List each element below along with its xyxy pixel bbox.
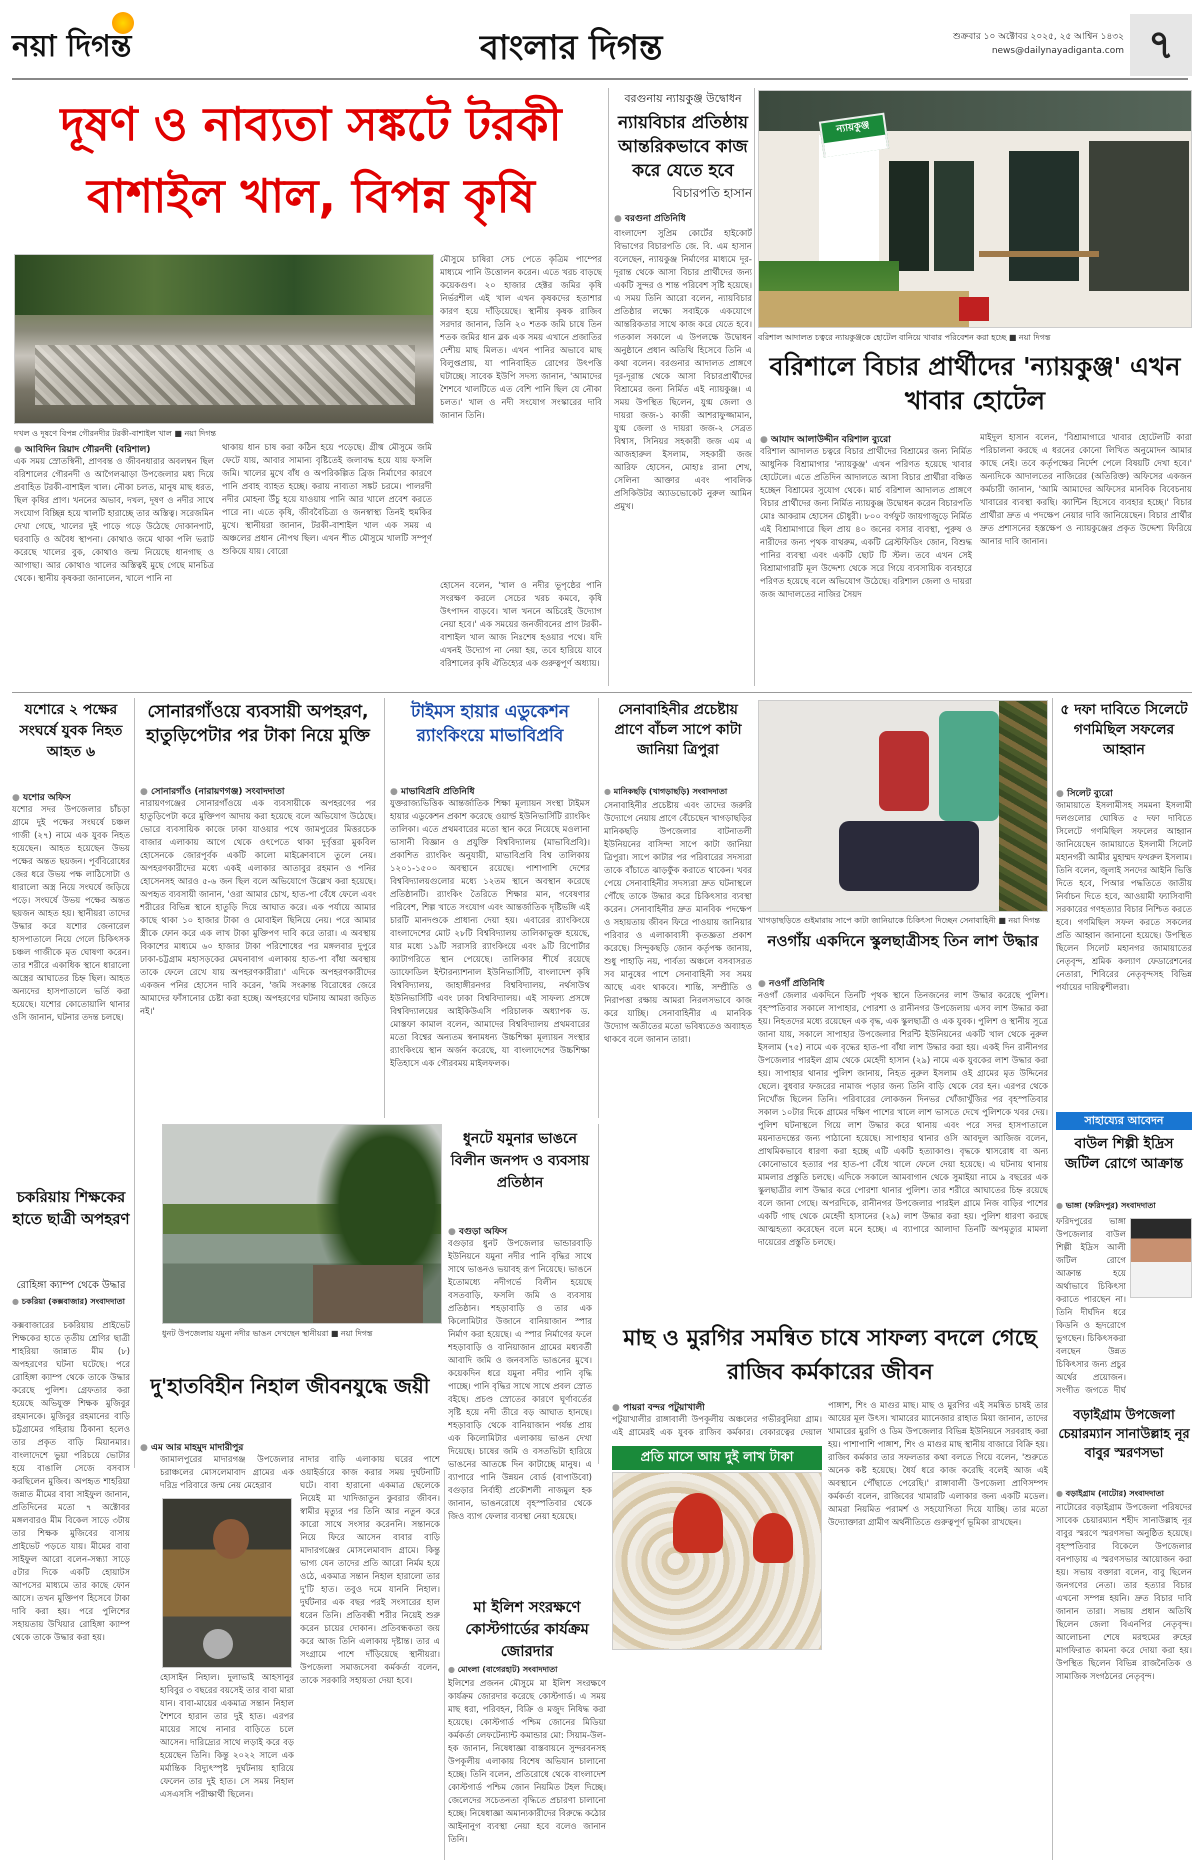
- coastguard-headline[interactable]: মা ইলিশ সংরক্ষণে কোস্টগার্ডের কার্যক্রম জোরদার: [465, 1598, 589, 1660]
- dhunat-photo-caption: ধুনট উপজেলায় যমুনা নদীর ভাঙন দেখছেন স্থানীয়রা ■ নয়া দিগন্ত: [162, 1329, 373, 1338]
- sonargaon-body: নারায়ণগঞ্জের সোনারগাঁওয়ে এক ব্যবসায়ীকে অপহরণের পর হাতুড়িপেটা করে মুক্তিপণ আদায় করা হয়েছে বলে অভিযোগ উঠেছে। ভোরে ব্যবসায়িক কাজে ঢাকা যাওয়ার পথে জামপুরের মিত্তরচেক বাজার এলাকায় আগে থেকে ওৎপেতে থাকা দুর্বৃত্তরা মুকবিল হোসেনকে জোরপূর্বক একটি কালো মাইক্রোবাসে তুলে নেয়। অপহরণকারীদের মধ্যে একই এলাকার আতাবুর রহমান ও পনির হোসেনসহ আরও ৫-৬ জন ছিল বলে অভিযোগে উল্লেখ করা হয়েছে। অপহৃত ব্যবসায়ী জানান, 'ওরা আমার চোখ, হাত-পা বেঁধে ফেলে এবং শরীরের বিভিন্ন স্থানে হাতুড়ি দিয়ে আঘাত করে। এক পর্যায়ে আমার কাছে থাকা ১০ হাজার টাকা ও মোবাইল ছিনিয়ে নেয়। পরে আমার স্ত্রীকে ফোন করে এক লাখ টাকা মুক্তিপণ দাবি করে তারা। এ অবস্থায় বিকাশের মাধ্যমে ৬০ হাজার টাকা পরিশোধের পর মঙ্গলবার দুপুরে ঢাকা-চট্টগ্রাম মহাসড়কের মেঘনাবাগ এলাকায় হাত-পা বাঁধা অবস্থায় তাকে ফেলে রেখে যায় অপহরণকারীরা।' এদিকে অপহরণকারীদের একজন পনির হোসেন দাবি করেন, 'জমি সংক্রান্ত বিরোধের জেরে আমাদের ফাঁসানোর চেষ্টা করা হচ্ছে। অপহরণের ঘটনায় আমরা জড়িত নই।': [140, 799, 376, 1017]
- column-divider: [1052, 1322, 1053, 1860]
- column-divider: [384, 698, 385, 1118]
- column-divider: [598, 698, 599, 1118]
- rajib-body-col2: পাঙ্গাশ, শিং ও মাগুর মাছ। মাছ ও মুরগির এই সমন্বিত চাষই তার আয়ের মূল উৎস। খামারের ম্যানেজার রাহাত মিয়া জানান, তাদের খামারের মুরগি ও ডিম উপজেলার বিভিন্ন ইউনিয়নে সরবরাহ করা হয়। পাশাপাশি পাঙ্গাশ, শিং ও মাগুর মাছ স্থানীয় বাজারে বিক্রি হয়। রাজিব কর্মকার তার সফলতার কথা বলতে গিয়ে বলেন, 'শুরুতে অনেক কষ্ট হয়েছে। ধৈর্য ধরে কাজ করেছি বলেই আজ এই অবস্থানে পৌঁছাতে পেরেছি।' রাঙ্গাবালী উপজেলা প্রাণিসম্পদ কর্মকর্তা বলেন, রাজিবের খামারটি এলাকার জন্য একটি মডেল। আমরা নিয়মিত পরামর্শ ও সহযোগিতা দিয়ে যাচ্ছি। তার মতো উদ্যোক্তারা গ্রামীণ অর্থনীতিতে গুরুত্বপূর্ণ ভূমিকা রাখছেন।: [828, 1401, 1048, 1528]
- chakaria-body: কক্সবাজারের চকরিয়ায় প্রাইভেট শিক্ষকের হাতে তৃতীয় শ্রেণির ছাত্রী শাহরিয়া জান্নাত মীম (৮) অপহরণের ঘটনা ঘটেছে। পরে রোহিঙ্গা ক্যাম্প থেকে তাকে উদ্ধার করেছে পুলিশ। গ্রেফতার করা হয়েছে অভিযুক্ত শিক্ষক মুজিবুর রহমানকে। মুজিবুর রহমানের বাড়ি চট্টগ্রামের গহিরায় ঠিকানা হলেও তার প্রকৃত বাড়ি মিয়ানমার। বাংলাদেশে ভুয়া পরিচয়ে ভোটার হয়ে বাঙালি সেজে বসবাস করছিলেন মুজিব। অপহৃত শাহরিয়া জন্নাত মীমের বাবা সাইফুল জানান, প্রতিদিনের মতো ৭ অক্টোবর মঙ্গলবারও মীম বিকেল সাড়ে ৩টায় তার শিক্ষক মুজিবের বাসায় প্রাইভেট পড়তে যায়। মীমের বাবা সাইফুল আরো বলেন-সন্ধ্যা সাড়ে ৫টার দিকে একটি হোয়াটস আপসের মাধ্যমে তার কাছে ফোন আসে। তখন মুক্তিপণ হিসেবে টাকা দাবি করা হয়। পরে পুলিশের সহায়তায় উখিয়ার রোহিঙ্গা ক্যাম্প থেকে তাকে উদ্ধার করা হয়।: [12, 1321, 130, 1643]
- column-divider: [444, 1470, 445, 1860]
- rajib-body-col1: পটুয়াখালীর রাঙ্গাবালী উপকূলীয় অঞ্চলের গভীরবুনিয়া গ্রাম। এই গ্রামেরই এক যুবক রাজিব কর্মকার। বেকারত্বের দেয়াল: [612, 1415, 822, 1438]
- barguna-article: [614, 90, 752, 668]
- tripura-byline: ● মানিকছড়ি (খাগড়াছড়ি) সংবাদদাতা: [604, 786, 752, 799]
- chakaria-byline: ● চকরিয়া (কক্সবাজার) সংবাদদাতা: [12, 1296, 130, 1309]
- barisal-body-col1: বরিশাল আদালত চত্বরে বিচার প্রার্থীদের বিশ্রামের জন্য নির্মিত আধুনিক বিশ্রামাগার 'ন্যায়কুঞ্জ' এখন পরিণত হয়েছে খাবার হোটেলে। এতে প্রতিদিন আদালতে আসা বিচার প্রার্থীরা বঞ্চিত হচ্ছেন বিশ্রামের সুযোগ থেকে। মার্চ বরিশাল আদালত প্রাঙ্গণে বিচার প্রার্থীদের জন্য নির্মিত ন্যায়কুঞ্জ উদ্বোধন করেন বিচারপতি মোঃ আকরাম হোসেন চৌধুরী। ৮০০ বর্গফুট জায়গাজুড়ে নির্মিত এই বিশ্রামাগারে ছিল প্রায় ৪০ জনের বসার ব্যবস্থা, পুরুষ ও নারীদের জন্য পৃথক বাথরুম, একটি ব্রেস্টফিডিং জোন, বিশুদ্ধ পানির ব্যবস্থা এবং একটি ছোট টি স্টল। তবে এখন সেই বিশ্রামাগারটি মূল উদ্দেশ্য থেকে সরে গিয়ে ব্যবসায়িক ব্যবহারে পরিণত হয়েছে বলে অভিযোগ উঠেছে। বরিশাল জেলা ও দায়রা জজ আদালতের নাজির সৈয়দ: [760, 447, 972, 600]
- rajib-poultry-farm-photo: [612, 1472, 822, 1650]
- tripura-body: সেনাবাহিনীর প্রচেষ্টায় এবং তাদের জরুরি উদ্যোগে নেয়ায় প্রাণে বেঁচেছেন খাগড়াছড়ির মানিকছড়ি উপজেলার বাটনাতলী ইউনিয়নের বাসিন্দা সাপে কাটা জানিয়া ত্রিপুরা। সাপে কাটার পর পরিবারের সদস্যরা তাকে বাঁচাতে ঝাড়ফুঁক করাতে থাকেন। খবর পেয়ে সেনাবাহিনীর সদস্যরা দ্রুত ঘটনাস্থলে পৌঁছে তাকে উদ্ধার করে চিকিৎসার ব্যবস্থা করেন। সেনাবাহিনীর দ্রুত মানবিক পদক্ষেপ ও সহায়তায় জীবন ফিরে পাওয়ায় জানিয়ার পরিবার ও এলাকাবাসী কৃতজ্ঞতা প্রকাশ করেছে। সিন্দুকছড়ি জোন কর্তৃপক্ষ জানায়, শুধু পাহাড়ি নয়, পার্বত্য অঞ্চলে বসবাসরত সব মানুষের পাশে সেনাবাহিনী সব সময় আছে এবং থাকবে। শান্তি, সম্প্রীতি ও নিরাপত্তা রক্ষায় আমরা নিরলসভাবে কাজ করে যাচ্ছি। সেনাবাহিনীর এ মানবিক উদ্যোগ অতীতের মতো ভবিষ্যতেও অব্যাহত থাকবে বলে জানান তারা।: [604, 801, 752, 1045]
- jessore-headline[interactable]: যশোরে ২ পক্ষের সংঘর্ষে যুবক নিহত আহত ৬: [19, 702, 123, 760]
- barguna-byline: ● বরগুনা প্রতিনিধি: [614, 211, 752, 226]
- rajib-body-col1b: [612, 1654, 822, 1860]
- lead-body-col1: এক সময় স্রোতস্বিনী, প্রাণবন্ত ও জীবনধারার অবলম্বন ছিল বরিশালের গৌরনদী ও আগৈলঝাড়া উপজেলার মধ্য দিয়ে প্রবাহিত টরকী-বাশাইল খাল। নৌকা চলত, মানুষ মাছ ধরত, ছিল কৃষির প্রাণ। খননের অভাব, দখল, দূষণ ও নদীর সাথে সংযোগ বিচ্ছিন্ন হয়ে খালটি হারাচ্ছে তার অস্তিত্ব। সরেজমিন দেখা গেছে, খালের দুই পাড়ে গড়ে উঠেছে দোকানপাট, ঘরবাড়ি ও অবৈধ স্থাপনা। কোথাও জমে থাকা পলি ভরাট করেছে খালের বুক, কোথাও জন্ম নিয়েছে ধানগাছ ও আগাছা। আর কোথাও খালের অস্তিত্বই মুছে গেছে মানচিত্র থেকে। স্থানীয় কৃষকরা জানালেন, খালে পানি না: [14, 457, 214, 584]
- chakaria-subhead: রোহিঙ্গা ক্যাম্প থেকে উদ্ধার: [16, 1280, 126, 1291]
- coastguard-byline: ● মোংলা (বাগেরহাট) সংবাদদাতা: [448, 1664, 606, 1677]
- column-divider: [754, 88, 755, 686]
- section-divider: [12, 692, 1192, 693]
- nihal-body-col1: জামালপুরের মাদারগঞ্জ উপজেলার চরাঞ্চলের মোসলেমাবাদ গ্রামের এক দরিদ্র পরিবারে জন্ম নেয় মেহেরাব: [160, 1455, 294, 1491]
- column-divider: [1052, 698, 1053, 1318]
- dhunat-byline: ● বগুড়া অফিস: [448, 1224, 592, 1239]
- nihal-tea-stall-photo: [162, 1498, 292, 1668]
- sonargaon-headline[interactable]: সোনারগাঁওয়ে ব্যবসায়ী অপহরণ, হাতুড়িপেটার পর টাকা নিয়ে মুক্তি: [146, 702, 370, 746]
- times-ranking-body: যুক্তরাজ্যভিত্তিক আন্তর্জাতিক শিক্ষা মূল্যায়ন সংস্থা টাইমস হায়ার এডুকেশন প্রকাশ করেছে ওয়ার্ল্ড ইউনিভার্সিটি র‌্যাংকিং তালিকা। এতে প্রথমবারের মতো স্থান করে নিয়েছে মওলানা ভাসানী বিজ্ঞান ও প্রযুক্তি বিশ্ববিদ্যালয় (মাভাবিপ্রবি)। প্রকাশিত র‌্যাংকিং অনুযায়ী, মাভাবিপ্রবি বিশ্ব তালিকায় ১২০১-১৫০০ অবস্থানে রয়েছে। পাশাপাশি দেশের বিশ্ববিদ্যালয়গুলোর মধ্যে ১২তম স্থানে অবস্থান করেছে প্রতিষ্ঠানটি। র‌্যাংকিং তৈরিতে শিক্ষার মান, গবেষণার পরিবেশ, শিল্প খাতে সংযোগ এবং আন্তর্জাতিক দৃষ্টিভঙ্গি এই চারটি মানদণ্ডকে প্রাধান্য দেয়া হয়। এবারের র‌্যাংকিংয়ে বাংলাদেশের মোট ২৮টি বিশ্ববিদ্যালয় তালিকাভুক্ত হয়েছে, যার মধ্যে ১৯টি সরাসরি র‌্যাংকিংয়ে এবং ৯টি রিপোর্টার ক্যাটাগরিতে স্থান পেয়েছে। তালিকার শীর্ষে রয়েছে ড্যাফোডিল ইন্টারন্যাশনাল ইউনিভার্সিটি, বাংলাদেশ কৃষি বিশ্ববিদ্যালয়, জাহাঙ্গীরনগর বিশ্ববিদ্যালয়, নর্থসাউথ ইউনিভার্সিটি এবং ঢাকা বিশ্ববিদ্যালয়। এই সাফল্য প্রসঙ্গে বিশ্ববিদ্যালয়ের আইকিউএসি পরিচালক অধ্যাপক ড. মোস্তফা কামাল বলেন, আমাদের বিশ্ববিদ্যালয় প্রথমবারের মতো বিশ্বের অন্যতম স্বনামধন্য উচ্চশিক্ষা মূল্যায়ন সংস্থার র‌্যাংকিংয়ে স্থান অর্জন করেছে, যা বাংলাদেশের উচ্চশিক্ষা ইতিহাসে এক গৌরবময় মাইলফলক।: [390, 799, 590, 1069]
- rajib-income-banner: প্রতি মাসে আয় দুই লাখ টাকা: [612, 1446, 822, 1470]
- tripura-photo-caption: খাগড়াছড়িতে গুইমারায় সাপে কাটা জানিয়াকে চিকিৎসা দিচ্ছেন সেনাবাহিনী ■ নয়া দিগন্ত: [758, 916, 1041, 925]
- jessore-byline: ● যশোর অফিস: [12, 790, 130, 805]
- lead-byline: ● আবিদিন রিয়াদ গৌরনদী (বরিশাল): [14, 442, 224, 457]
- jessore-body: যশোর সদর উপজেলার চাঁচড়া গ্রামে দুই পক্ষের সংঘর্ষে চঞ্চল গাজী (২৭) নামে এক যুবক নিহত হয়েছেন। আহত হয়েছেন উভয় পক্ষের অন্তত ছয়জন। পূর্ববিরোধের জের ধরে উভয় পক্ষ লাঠিসোটা ও ধারালো অস্ত্র নিয়ে সংঘর্ষে জড়িয়ে পড়ে। সংঘর্ষে উভয় পক্ষের অন্তত ছয়জন আহত হয়। স্থানীয়রা তাদের উদ্ধার করে যশোর জেনারেল হাসপাতালে নিয়ে গেলে চিকিৎসক চঞ্চল গাজীকে মৃত ঘোষণা করেন। তার শরীরে একাধিক স্থানে ধারালো অস্ত্রের আঘাতের চিহ্ন ছিল। আহত অন্যদের হাসপাতালে ভর্তি করা হয়েছে। যশোর কোতোয়ালি থানার ওসি জানান, ঘটনার তদন্ত চলছে।: [12, 805, 130, 1023]
- nyaykunja-hotel-photo: [758, 90, 1192, 328]
- appeal-byline: ● ভাঙ্গা (ফরিদপুর) সংবাদদাতা: [1056, 1200, 1192, 1213]
- appeal-body: ফরিদপুরের ভাঙ্গা উপজেলার বাউল শিল্পী ইদ্রিস আলী জটিল রোগে আক্রান্ত হয়ে অর্থাভাবে চিকিৎসা করাতে পারছেন না। তিনি দীর্ঘদিন ধরে কিডনি ও হৃদরোগে ভুগছেন। চিকিৎসকরা বলছেন উন্নত চিকিৎসার জন্য প্রচুর অর্থের প্রয়োজন। সংগীত জগতে দীর্ঘ: [1056, 1217, 1126, 1396]
- barguna-subhead: বিচারপতি হাসান: [672, 186, 752, 200]
- column-divider: [598, 1124, 599, 1464]
- sonargaon-byline: ● সোনারগাঁও (নারায়ণগঞ্জ) সংবাদদাতা: [140, 784, 376, 799]
- page-number: ৭: [1130, 14, 1192, 76]
- column-divider: [134, 698, 135, 1468]
- nyaykunja-photo-caption: বরিশাল আদালত চত্বরে ন্যায়কুঞ্জকে হোটেল বানিয়ে খাবার পরিবেশন করা হচ্ছে ■ নয়া দিগন্ত: [758, 333, 1051, 342]
- barisal-body-col2: মাইদুল হাসান বলেন, 'বিশ্রামাগারে খাবার হোটেলটি কারা পরিচালনা করছে এ ধরনের কোনো লিখিত অনুমোদন আমার কাছে নেই। তবে কর্তৃপক্ষের নির্দেশ পেলে বিষয়টি দেখা হবে।' অন্যদিকে আদালতের নাজিরের (অতিরিক্ত) অফিসের একজন কর্মচারী জানান, 'আমি আমাদের অফিসের মানবিক বিবেচনায় খাবারের ব্যবস্থা করছি। ক্যান্টিন হিসেবে ব্যবহার হচ্ছে।' বিচার প্রার্থীরা দ্রুত এ পদক্ষেপ নেয়ার দাবি জানিয়েছেন। বিচার প্রার্থীর দ্রুত প্রশাসনের হস্তক্ষেপ ও ন্যায়কুঞ্জের প্রকৃত উদ্দেশ্য ফিরিয়ে আনার দাবি জানান।: [980, 433, 1192, 547]
- dhunat-headline[interactable]: ধুনটে যমুনার ভাঙনে বিলীন জনপদ ও ব্যবসায় প্রতিষ্ঠান: [450, 1131, 590, 1191]
- barisal-byline: ● আযাদ আলাউদ্দীন বরিশাল ব্যুরো: [760, 432, 972, 447]
- logo-text: নয়া দিগন্ত: [12, 29, 132, 64]
- tripura-treatment-photo: [758, 700, 1048, 912]
- newspaper-logo[interactable]: [12, 22, 131, 73]
- lead-headline[interactable]: দূষণ ও নাব্যতা সঙ্কটে টরকী বাশাইল খাল, বিপন্ন কৃষি: [60, 97, 562, 223]
- tripura-headline[interactable]: সেনাবাহিনীর প্রচেষ্টায় প্রাণে বাঁচল সাপে কাটা জানিয়া ত্রিপুরা: [614, 702, 742, 758]
- times-ranking-headline[interactable]: টাইমস হায়ার এডুকেশন র‌্যাংকিংয়ে মাভাবিপ্রবি: [410, 702, 570, 746]
- lead-photo-polluted-canal: [14, 254, 434, 424]
- chakaria-headline[interactable]: চকরিয়ায় শিক্ষকের হাতে ছাত্রী অপহরণ: [12, 1188, 130, 1228]
- lead-body-col2: থাকায় ধান চাষ করা কঠিন হয়ে পড়েছে। গ্রীষ্ম মৌসুমে জমি ফেটে যায়, আবার সামান্য বৃষ্টিতেই জলাবদ্ধ হয়ে যায় ফসলি জমি। খালের মুখে বাঁধ ও অপরিকল্পিত ব্রিজ নির্মাণের কারণে পানি প্রবাহ ব্যাহত হচ্ছে। করায় নাব্যতা সঙ্কট চরমে। পালরদী নদীর মোহনা উঁচু হয়ে যাওয়ায় পানি আর খালে প্রবেশ করতে পারে না। এতে কৃষি, জীববৈচিত্র্য ও জনস্বাস্থ্য তিনই হুমকির মুখে। স্থানীয়রা জানান, টরকী-বাশাইল খাল এক সময় এ অঞ্চলের প্রধান নৌপথ ছিল। এখন শীত মৌসুমে খালটি সম্পূর্ণ শুকিয়ে যায়। বোরো: [222, 443, 432, 557]
- masthead: [0, 0, 1200, 80]
- dhunat-body: বগুড়ার ধুনট উপজেলার ভান্ডারবাড়ি ইউনিয়নে যমুনা নদীর পানি বৃদ্ধির সাথে সাথে ভাঙনও ভয়াবহ রূপ নিয়েছে। ভাঙনে ইতোমধ্যে নদীগর্ভে বিলীন হয়েছে বসতবাড়ি, ফসলি জমি ও ব্যবসায় প্রতিষ্ঠান। শহড়াবাড়ি ও তার এক কিলোমিটার উজানে বানিয়াজান স্পার নির্মাণ করা হয়েছে। এ স্পার নির্মাণের ফলে শহড়াবাড়ি ও বানিয়াজান গ্রামের মধ্যবর্তী আবাদি জমি ও জনবসতি ভাঙনের মুখে। কয়েকদিন ধরে যমুনা নদীর পানি বৃদ্ধি পাচ্ছে। পানি বৃদ্ধির সাথে সাথে প্রবল স্রোত বইছে। প্রচণ্ড স্রোতের কারণে ঘূর্ণাবর্তের সৃষ্টি হয়ে নদী তীরে বড় আঘাত হানছে। শহড়াবাড়ি থেকে বানিয়াজান পর্যন্ত প্রায় এক কিলোমিটার এলাকায় ভাঙন দেখা দিয়েছে। চাষের জমি ও বসতভিটা হারিয়ে ভাঙনের আতঙ্কে দিন কাটাচ্ছে মানুষ। এ ব্যাপারে পানি উন্নয়ন বোর্ড (বাপাউবো) বগুড়ার নির্বাহী প্রকৌশলী নাজমুল হক জানান, ভাঙনরোধে বৃহস্পতিবার থেকে জিও ব্যাগ ফেলার ব্যবস্থা নেয়া হয়েছে।: [448, 1239, 592, 1522]
- baraigram-body: নাটোরের বড়াইগ্রাম উপজেলা পরিষদের সাবেক চেয়ারম্যান শহীদ সানাউল্লাহ নূর বাবুর স্মরণে স্মরণসভা অনুষ্ঠিত হয়েছে। বৃহস্পতিবার বিকেলে উপজেলার বনপাড়ায় এ স্মরণসভার আয়োজন করা হয়। সভায় বক্তারা বলেন, বাবু ছিলেন জনগণের নেতা। তার হত্যার বিচার এখনো সম্পন্ন হয়নি। দ্রুত বিচার দাবি জানান তারা। সভায় প্রধান অতিথি ছিলেন জেলা বিএনপির নেতৃবৃন্দ। আলোচনা শেষে মরহুমের রুহের মাগফিরাত কামনা করে দোয়া করা হয়। উপস্থিত ছিলেন বিভিন্ন রাজনৈতিক ও সামাজিক সংগঠনের নেতৃবৃন্দ।: [1056, 1503, 1192, 1682]
- nihal-headline[interactable]: দু'হাতবিহীন নিহাল জীবনযুদ্ধে জয়ী: [150, 1374, 430, 1398]
- appeal-tag: সাহায্যের আবেদন: [1056, 1112, 1192, 1130]
- section-title: বাংলার দিগন্ত: [480, 28, 663, 68]
- nihal-byline: ● এম আর মাহমুদ মাদারীপুর: [140, 1440, 440, 1455]
- rajib-byline: ● পায়রা বন্দর পটুয়াখালী: [612, 1400, 822, 1415]
- lead-body-col4: হোসেন বলেন, 'খাল ও নদীর ভূপৃষ্ঠের পানি সংরক্ষণ করলে সেচের খরচ কমবে, কৃষি উৎপাদন বাড়বে। খাল খননে অচিরেই উদ্যোগ নেয়া হবে।' এক সময়ের জনজীবনের প্রাণ টরকী-বাশাইল খাল আজ নিঃশেষ হওয়ার পথে। যদি এখনই উদ্যোগ না নেয়া হয়, তবে হারিয়ে যাবে বরিশালের কৃষি ঐতিহ্যের এক গুরুত্বপূর্ণ অধ্যায়।: [440, 581, 602, 669]
- rajib-headline[interactable]: মাছ ও মুরগির সমন্বিত চাষে সাফল্য বদলে গেছে রাজিব কর্মকারের জীবন: [623, 1326, 1037, 1385]
- nihal-body-col2: নাদার বাড়ি এলাকায় ঘরের পাশে ওয়াইর্ডারে কাজ করার সময় দুর্ঘটনাটি ঘটে। বাবা হারানো একমাত্র ছেলেকে নিয়েই মা খাদিজাতুন কুবরার জীবন। স্বামীর মৃত্যুর পর তিনি আর নতুন করে কারো সাথে সংসার করেননি। সন্তানকে নিয়ে ফিরে আসেন বাবার বাড়ি মাদারগঞ্জের মোসলেমাবাদ গ্রামে। কিন্তু ভাগ্য যেন তাদের প্রতি আরো নির্মম হয়ে ওঠে, একমাত্র সন্তান নিহাল হারালো তার দু'টি হাত। তবুও দমে যাননি নিহাল। দুর্ঘটনার এক বছর পরই সংসারের হাল ধরেন তিনি। প্রতিবন্ধী শরীর নিয়েই শুরু করেন চায়ের দোকান। প্রতিবন্ধকতা জয় করে আজ তিনি এলাকায় দৃষ্টান্ত। তার এ সংগ্রামে পাশে দাঁড়িয়েছে স্থানীয়রা। উপজেলা সমাজসেবা কর্মকর্তা বলেন, তাকে সরকারি সহায়তা দেয়া হবে।: [300, 1455, 440, 1686]
- coastguard-body: ইলিশের প্রজনন মৌসুমে মা ইলিশ সংরক্ষণে কার্যক্রম জোরদার করেছে কোস্টগার্ড। এ সময় মাছ ধরা, পরিবহন, বিক্রি ও মজুদ নিষিদ্ধ করা হয়েছে। কোস্টগার্ড পশ্চিম জোনের মিডিয়া কর্মকর্তা লেফটেন্যান্ট কমান্ডার মো: সিয়াম-উল-হক জানান, নিষেধাজ্ঞা বাস্তবায়নে সুন্দরবনসহ উপকূলীয় এলাকায় বিশেষ অভিযান চালানো হচ্ছে। তিনি বলেন, প্রতিরোধে থেকে বাংলাদেশ কোস্টগার্ড পশ্চিম জোন নিয়মিত টহল দিচ্ছে। জেলেদের সচেতনতা বৃদ্ধিতে প্রচারণা চালানো হচ্ছে। নিষেধাজ্ঞা অমান্যকারীদের বিরুদ্ধে কঠোর আইনানুগ ব্যবস্থা নেয়া হবে বলেও জানান তিনি।: [448, 1679, 606, 1845]
- email-link[interactable]: news@dailynayadiganta.com: [991, 46, 1124, 56]
- sylhet-byline: ● সিলেট ব্যুরো: [1056, 786, 1192, 801]
- nihal-body-col1b: হোসাইন নিহাল। দুলাভাই আহসানুর হাবিবুর ৩ বছরের বয়সেই তার বাবা মারা যান। বাবা-মায়ের একমাত্র সন্তান নিহাল শৈশবে হারান তার দুই হাত। এরপর মায়ের সাথে নানার বাড়িতে চলে আসেন। দারিদ্র্যের সাথে লড়াই করে বড় হয়েছেন তিনি। কিন্তু ২০২২ সালে এক মর্মান্তিক বিদ্যুৎস্পৃষ্ট দুর্ঘটনায় হারিয়ে ফেলেন তার দুই হাত। সে সময় নিহাল এসএসসি পরীক্ষার্থী ছিলেন।: [160, 1673, 294, 1800]
- appeal-headline[interactable]: বাউল শিল্পী ইদ্রিস জটিল রোগে আক্রান্ত: [1064, 1136, 1184, 1172]
- barisal-headline[interactable]: বরিশালে বিচার প্রার্থীদের 'ন্যায়কুঞ্জ' এখন খাবার হোটেল: [769, 352, 1181, 415]
- barguna-kicker: বরগুনায় ন্যায়কুঞ্জ উদ্বোধন: [624, 92, 742, 105]
- naogaon-headline[interactable]: নওগাঁয় একদিনে স্কুলছাত্রীসহ তিন লাশ উদ্ধার: [767, 932, 1039, 950]
- naogaon-body: নওগাঁ জেলার একদিনে তিনটি পৃথক স্থানে তিনজনের লাশ উদ্ধার করেছে পুলিশ। বৃহস্পতিবার সকালে সাপাহার, পোরশা ও রানীনগর উপজেলায় এসব লাশ উদ্ধার করা হয়। নিহতদের মধ্যে রয়েছেন এক বৃদ্ধ, এক স্কুলছাত্রী ও এক যুবক। পুলিশ ও স্থানীয় সূত্রে জানা যায়, সকালে সাপাহার উপজেলার শিরন্টি ইউনিয়নের একটি খাল থেকে নুরুল ইসলাম (৭৫) নামে এক বৃদ্ধের হাত-পা বাঁধা লাশ উদ্ধার করা হয়। একই দিন রানীনগর উপজেলার পারইল গ্রাম থেকে মেহেদী হাসান (২৯) নামে এক যুবকের লাশ উদ্ধার করা হয়। সাপাহার থানার পুলিশ জানায়, নিহত নুরুল ইসলাম ওই গ্রামের মৃত উদ্দিনের ছেলে। বুধবার ফজরের নামাজ পড়ার জন্য তিনি বাড়ি থেকে বের হন। এরপর থেকে নিখোঁজ ছিলেন তিনি। পরিবারের লোকজন দিনভর খোঁজাখুঁজির পর বৃহস্পতিবার সকাল ১০টার দিকে গ্রামের দক্ষিণ পাশের খালে লাশ ভাসতে দেখে পুলিশকে খবর দেয়। পুলিশ ঘটনাস্থলে গিয়ে লাশ উদ্ধার করে থানায় এবং পরে সদর হাসপাতালে ময়নাতদন্তের জন্য পাঠানো হয়েছে। সাপাহার থানার ওসি আবদুল আজিজ বলেন, প্রাথমিকভাবে ধারণা করা হচ্ছে এটি একটি হত্যাকাণ্ড। বৃদ্ধকে শ্বাসরোধ বা অন্য কোনোভাবে হত্যার পর হাত-পা বেঁধে খালে ফেলে দেয়া হয়েছে। এ ঘটনায় থানায় মামলার প্রস্তুতি চলছে। এদিকে সকালে আমবাগান থেকে সুমাইয়া নামে ৯ বছরের এক স্কুলছাত্রীর লাশ উদ্ধার করে পোরশা থানার পুলিশ। তার শরীরে আঘাতের চিহ্ন রয়েছে বলে জানা গেছে। অপরদিকে, রানীনগর উপজেলার পারইল গ্রামে নিজ বাড়ির পাশের একটি গাছ থেকে মেহেদী হাসানের (২৯) লাশ উদ্ধার করা হয়। পুলিশ ধারণা করছে আত্মহত্যা করেছেন বলে মনে হচ্ছে। এ ব্যাপারে আলাদা তিনটি অপমৃত্যুর মামলা দায়েরের প্রস্তুতি চলছে।: [758, 991, 1048, 1248]
- sylhet-headline[interactable]: ৫ দফা দাবিতে সিলেটে গণমিছিল সফলের আহ্বান: [1060, 702, 1188, 758]
- dhunat-erosion-photo: [162, 1124, 442, 1324]
- appeal-portrait-photo: [1130, 1218, 1192, 1298]
- header-divider: [12, 78, 1188, 80]
- baraigram-byline: ● বড়াইগ্রাম (নাটোর) সংবাদদাতা: [1056, 1488, 1192, 1501]
- naogaon-byline: ● নওগাঁ প্রতিনিধি: [758, 976, 1048, 991]
- lead-photo-caption: দখল ও দূষণে বিপন্ন গৌরনদীর টরকী-বাশাইল খাল ■ নয়া দিগন্ত: [14, 429, 217, 438]
- barguna-headline[interactable]: ন্যায়বিচার প্রতিষ্ঠায় আন্তরিকভাবে কাজ করে যেতে হবে: [617, 113, 749, 181]
- sylhet-body: জামায়াতে ইসলামীসহ সমমনা ইসলামী দলগুলোর ঘোষিত ৫ দফা দাবিতে সিলেটে গণমিছিল সফলের আহ্বান জানিয়েছেন জামায়াতে ইসলামী সিলেট মহানগরী আমীর মুহাম্মদ ফখরুল ইসলাম। তিনি বলেন, জুলাই সনদের আইনি ভিত্তি দিতে হবে, পিআর পদ্ধতিতে জাতীয় নির্বাচন দিতে হবে, আওয়ামী ফ্যাসিবাদী সরকারের গণহত্যার বিচার নিশ্চিত করতে হবে। গণমিছিল সফল করতে সকলের প্রতি আহ্বান জানানো হয়েছে। উপস্থিত ছিলেন সিলেট মহানগর জামায়াতের নেতৃবৃন্দ, শ্রমিক কল্যাণ ফেডারেশনের নেতারা, শিবিরের নেতৃবৃন্দসহ বিভিন্ন পর্যায়ের দায়িত্বশীলরা।: [1056, 801, 1192, 993]
- baraigram-headline[interactable]: বড়াইগ্রাম উপজেলা চেয়ারম্যান সানাউল্লাহ নূর বাবুর স্মরণসভা: [1058, 1408, 1190, 1461]
- times-ranking-byline: ● মাভাবিপ্রবি প্রতিনিধি: [390, 784, 590, 799]
- lead-body-col3: মৌসুমে চাষিরা সেচ পেতে কৃত্রিম পাম্পের মাধ্যমে পানি উত্তোলন করেন। এতে খরচ বাড়ছে কয়েকগুণ। ২০ হাজার হেক্টর জমির কৃষি নির্ভরশীল এই খাল এখন কৃষকদের হতাশার কারণ হয়ে দাঁড়িয়েছে। স্থানীয় কৃষক রাজিব সরদার জানান, তিনি ২০ শতক জমি চাষে তিন শতক জমির ধান ব্লক এক সময় এখানে প্রজাতির দেশীয় মাছ মিলত। এখন পানির অভাবে মাছ বিলুপ্তপ্রায়, যা পানিবাহিত রোগের উৎপত্তি ঘটাচ্ছে। সাবেক ইউপি সদস্য জানান, 'আমাদের শৈশবে খালটিতে এত বেশি পানি ছিল যে নৌকা চলত।' খাল ও নদী সংযোগ সংস্কারের দাবি জানান তিনি।: [440, 255, 602, 421]
- column-divider: [608, 88, 609, 686]
- dateline: [906, 30, 1124, 58]
- barguna-body: বাংলাদেশ সুপ্রিম কোর্টের হাইকোর্ট বিভাগের বিচারপতি জে. বি. এম হাসান বলেছেন, ন্যায়কুঞ্জ নির্মাণের মাধ্যমে দূর-দূরান্ত থেকে আসা বিচার প্রার্থীদের জন্য একটি সুন্দর ও শান্ত পরিবেশ সৃষ্টি হয়েছে। এ সময় তিনি আরো বলেন, ন্যায়বিচার প্রতিষ্ঠার লক্ষ্যে সবাইকে একযোগে আন্তরিকতার সাথে কাজ করে যেতে হবে। গতকাল সকালে এ উপলক্ষে উদ্বোধন অনুষ্ঠানে প্রধান অতিথি হিসেবে তিনি এ কথা বলেন। বরগুনার আদালত প্রাঙ্গণে দূর-দূরান্ত থেকে আসা বিচারপ্রার্থীদের বিশ্রামের জন্য নির্মিত এই ন্যায়কুঞ্জ। এ সময় উপস্থিত ছিলেন, যুগ্ম জেলা ও দায়রা জজ-১ কাজী আশরাফুজ্জামান, যুগ্ম জেলা ও দায়রা জজ-২ সেব্রত বিশ্বাস, সিনিয়র সহকারী জজ এম এ আজহারুল ইসলাম, সহকারী জজ আরিফ হোসেন, মোহাঃ রানা শেখ, সেলিনা আক্তার এবং পাবলিক প্রসিকিউটর অ্যাডভোকেট নুরুল আমিন প্রমুখ।: [614, 229, 752, 512]
- sign-text: ন্যায়কুঞ্জ: [835, 119, 871, 136]
- date-text: শুক্রবার ১০ অক্টোবর ২০২৫, ২৫ আশ্বিন ১৪৩২: [952, 32, 1124, 42]
